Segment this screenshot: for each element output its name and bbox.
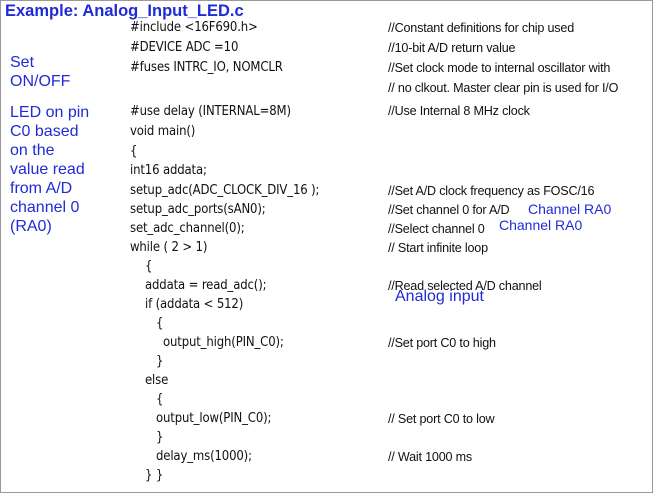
code-line-delay-ms: delay_ms(1000);	[156, 449, 252, 464]
side-note-set: Set	[10, 54, 35, 71]
comment-ad-clock: //Set A/D clock frequency as FOSC/16	[388, 184, 595, 198]
code-line-read-adc: addata = read_adc();	[145, 278, 267, 293]
slide-title: Example: Analog_Input_LED.c	[5, 2, 244, 20]
side-note-c0-based: C0 based	[10, 123, 79, 140]
code-line-output-low: output_low(PIN_C0);	[156, 411, 272, 426]
code-line-if-open-brace: {	[156, 316, 164, 331]
side-note-value-read: value read	[10, 161, 85, 178]
comment-10bit: //10-bit A/D return value	[388, 41, 516, 55]
code-line-setup-adc: setup_adc(ADC_CLOCK_DIV_16 );	[130, 183, 320, 198]
code-line-else: else	[145, 373, 169, 388]
side-note-ra0: (RA0)	[10, 218, 52, 235]
code-line-close-braces: } }	[145, 468, 164, 483]
code-line-output-high: output_high(PIN_C0);	[163, 335, 284, 350]
side-note-on-the: on the	[10, 142, 55, 159]
code-line-if: if (addata < 512)	[145, 297, 244, 312]
code-line-else-open-brace: {	[156, 392, 164, 407]
code-line-set-adc-channel: set_adc_channel(0);	[130, 221, 245, 236]
code-line-else-close-brace: }	[156, 430, 164, 445]
comment-constant-definitions: //Constant definitions for chip used	[388, 21, 575, 35]
side-note-channel-0: channel 0	[10, 199, 80, 216]
note-channel-ra0-first: Channel RA0	[528, 201, 612, 217]
side-note-onoff: ON/OFF	[10, 73, 71, 90]
code-line-include: #include <16F690.h>	[130, 20, 258, 35]
comment-port-low: // Set port C0 to low	[388, 412, 495, 426]
comment-no-clkout: // no clkout. Master clear pin is used for I/O	[388, 81, 619, 95]
comment-read-ad: //Read selected A/D channel	[388, 279, 542, 293]
comment-internal-clock: //Use Internal 8 MHz clock	[388, 104, 530, 118]
comment-infinite-loop: // Start infinite loop	[388, 241, 488, 255]
comment-port-high: //Set port C0 to high	[388, 336, 496, 350]
code-line-while-brace: {	[145, 259, 153, 274]
code-line-while: while ( 2 > 1)	[130, 240, 208, 255]
code-line-use-delay: #use delay (INTERNAL=8M)	[130, 104, 291, 119]
code-line-if-close-brace: }	[156, 354, 164, 369]
code-line-int16: int16 addata;	[130, 163, 207, 178]
side-note-led-on-pin: LED on pin	[10, 104, 90, 121]
code-line-fuses: #fuses INTRC_IO, NOMCLR	[130, 60, 283, 75]
code-line-device-adc: #DEVICE ADC =10	[130, 40, 239, 55]
note-analog-input: Analog input	[395, 288, 484, 305]
comment-clock-mode: //Set clock mode to internal oscillator with	[388, 61, 611, 75]
comment-wait: // Wait 1000 ms	[388, 450, 473, 464]
code-line-void-main: void main()	[130, 124, 196, 139]
code-line-open-brace: {	[130, 144, 138, 159]
code-line-setup-adc-ports: setup_adc_ports(sAN0);	[130, 202, 266, 217]
side-note-from-ad: from A/D	[10, 180, 73, 197]
comment-set-channel: //Set channel 0 for A/D	[388, 203, 510, 217]
comment-select-channel: //Select channel 0	[388, 222, 485, 236]
note-channel-ra0-second: Channel RA0	[499, 217, 583, 233]
